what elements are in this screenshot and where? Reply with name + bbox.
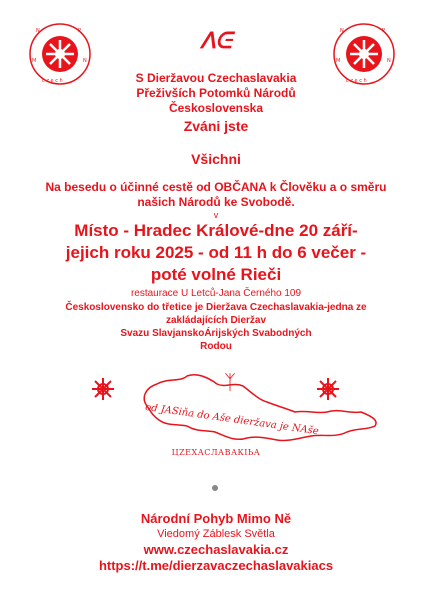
venue-line-4: Rodou [200, 341, 232, 352]
greeting: Všichni [191, 151, 241, 167]
svg-text:N: N [340, 28, 344, 34]
map-inscription: od JASiňa do Aše dieržava je NAše [144, 402, 320, 438]
venue-address: restaurace U Letců-Jana Černého 109 [130, 288, 302, 299]
invitation-line-1: Na besedu o účinné cestě od OBČANA k Člověku a o směru [45, 180, 387, 194]
svg-text:c z e c h: c z e c h [42, 78, 63, 84]
svg-text:N: N [36, 28, 40, 34]
footer-subtitle: Viedomý Záblesk Světla [157, 528, 275, 540]
invitation-small-v: v [213, 210, 219, 220]
footer-website-link[interactable]: www.czechaslavakia.cz [143, 542, 289, 557]
intro-line-4: Zváni jste [183, 118, 249, 134]
venue-line-1: Československo do třetice je Dieržava Czechaslavakia-jedna ze [65, 302, 367, 313]
venue-line-2: zakládajících Dieržav [165, 315, 267, 326]
event-line-3: poté volné Rieči [150, 265, 282, 284]
separator-dot [212, 485, 218, 491]
svg-text:M: M [32, 58, 37, 64]
invitation-line-2: našich Národů ke Svobodě. [137, 195, 295, 209]
intro-line-2: Přeživších Potomků Národů [136, 86, 296, 100]
svg-text:c z e c h: c z e c h [346, 78, 367, 84]
venue-line-3: Svazu SlavjanskoÁrijských Svabodných [120, 328, 312, 339]
svg-text:N: N [387, 58, 391, 64]
left-sun-symbol-icon [90, 376, 116, 402]
footer-telegram-link[interactable]: https://t.me/dierzavaczechaslavakiacs [98, 558, 334, 573]
event-line-2: jejich roku 2025 - od 11 h do 6 večer - [65, 243, 367, 262]
intro-line-1: S Dieržavou Czechaslavakia [135, 71, 297, 85]
svg-text:P: P [78, 28, 82, 34]
intro-line-3: Československa [168, 101, 264, 115]
map-rune-icon: ᛉ [224, 370, 236, 394]
event-line-1: Místo - Hradec Králové-dne 20 září- [74, 221, 358, 240]
svg-text:M: M [336, 58, 341, 64]
footer-org: Národní Pohyb Mimo Ně [140, 511, 292, 526]
top-glyph: ᐱᕮ [200, 28, 232, 54]
svg-text:P: P [382, 28, 386, 34]
svg-text:N: N [83, 58, 87, 64]
map-caption: ЦZЕХАСЛАВАКIЬА [171, 448, 261, 457]
